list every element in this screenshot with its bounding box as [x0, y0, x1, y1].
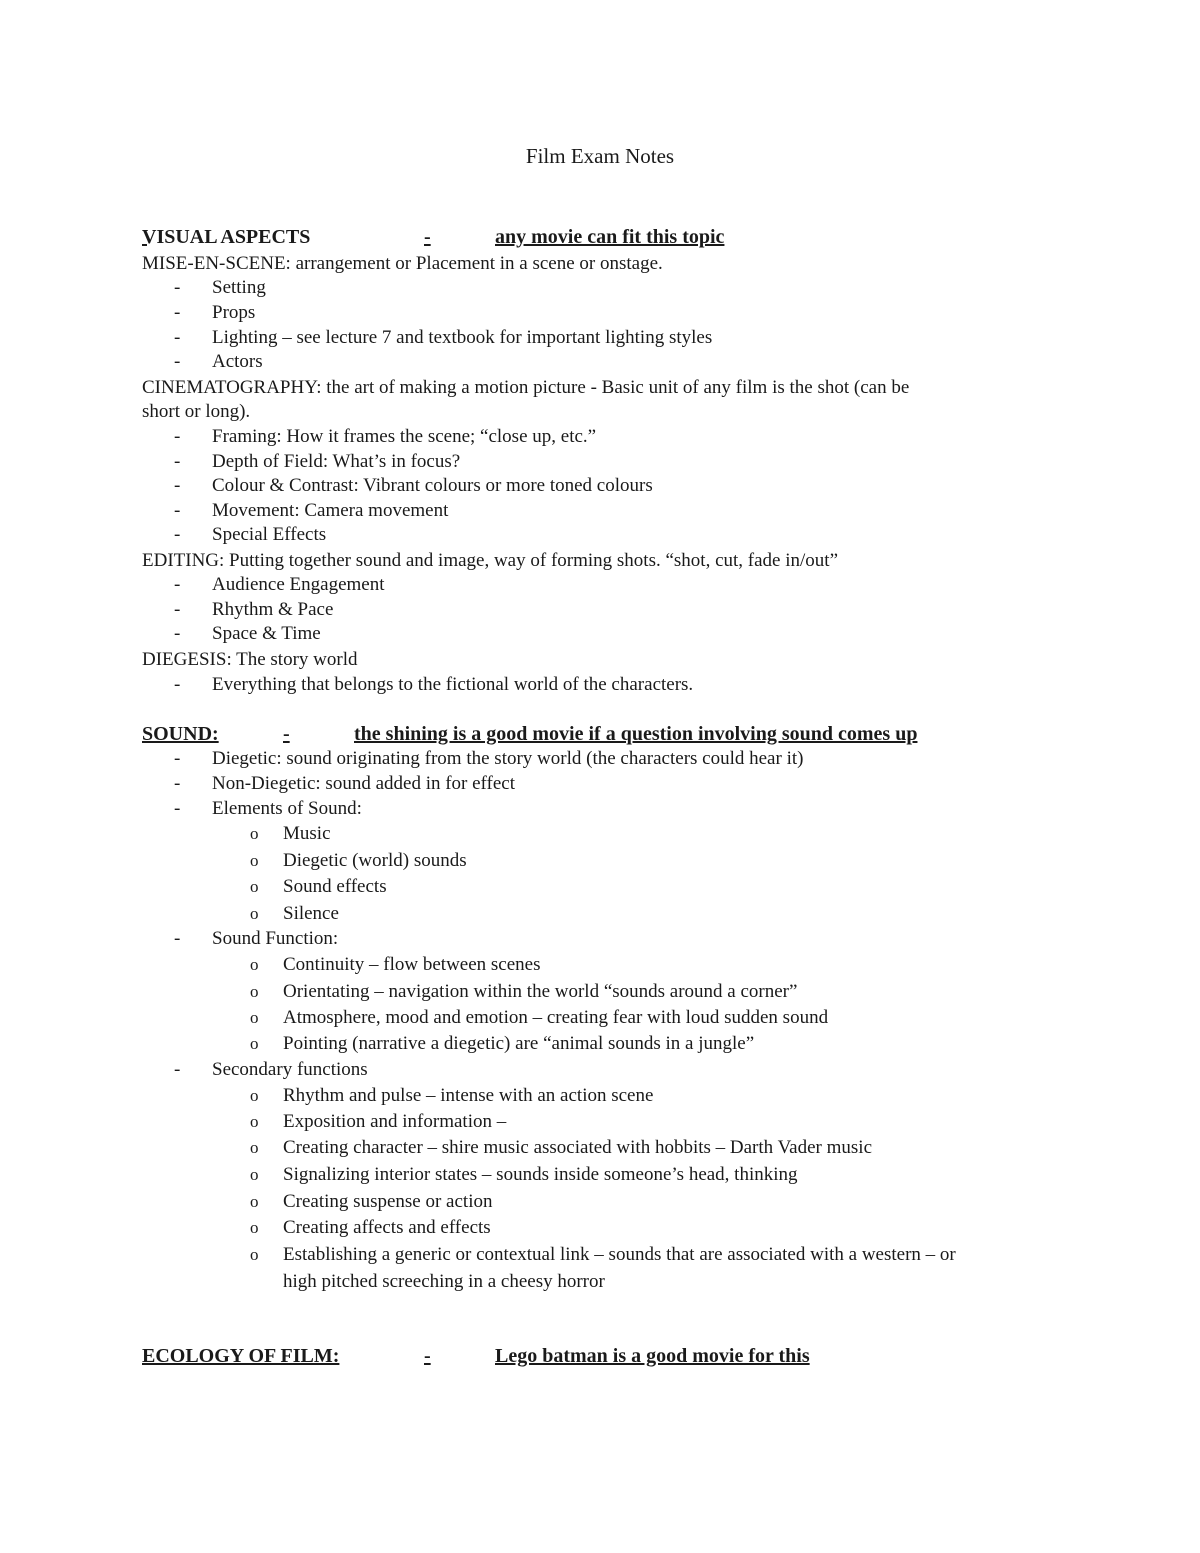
- mise-en-scene-line: MISE-EN-SCENE: arrangement or Placement in a scene or onstage.: [142, 253, 663, 274]
- circle-marker: o: [250, 904, 259, 923]
- dash-marker: -: [174, 451, 181, 472]
- cinematography-line-cont: short or long).: [142, 401, 251, 422]
- dash-marker: -: [174, 327, 181, 348]
- circle-marker: o: [250, 824, 259, 843]
- dash-marker: -: [174, 574, 181, 595]
- dash-marker: -: [174, 426, 181, 447]
- dash-marker: -: [174, 351, 181, 372]
- cinematography-line: CINEMATOGRAPHY: the art of making a motion picture - Basic unit of any film is the shot (can be: [142, 377, 910, 398]
- heading-dash: -: [283, 723, 290, 745]
- dash-marker: -: [174, 928, 181, 949]
- circle-marker: o: [250, 1034, 259, 1053]
- dash-marker: -: [174, 277, 181, 298]
- dash-marker: -: [174, 475, 181, 496]
- editing-line: EDITING: Putting together sound and image, way of forming shots. “shot, cut, fade in/out”: [142, 550, 839, 571]
- dash-marker: -: [174, 500, 181, 521]
- heading-note: any movie can fit this topic: [495, 226, 725, 248]
- circle-marker: o: [250, 1192, 259, 1211]
- circle-marker: o: [250, 877, 259, 896]
- list-item-cont: high pitched screeching in a cheesy horror: [283, 1271, 605, 1292]
- dash-marker: -: [174, 773, 181, 794]
- heading-dash: -: [424, 226, 431, 248]
- circle-marker: o: [250, 982, 259, 1001]
- diegesis-line: DIEGESIS: The story world: [142, 649, 358, 670]
- dash-marker: -: [174, 623, 181, 644]
- heading-note: the shining is a good movie if a question involving sound comes up: [354, 723, 918, 745]
- dash-marker: -: [174, 798, 181, 819]
- circle-marker: o: [250, 1138, 259, 1157]
- circle-marker: o: [250, 1112, 259, 1131]
- circle-marker: o: [250, 851, 259, 870]
- page-title: Film Exam Notes: [525, 144, 675, 168]
- circle-marker: o: [250, 1245, 259, 1264]
- dash-marker: -: [174, 748, 181, 769]
- circle-marker: o: [250, 1218, 259, 1237]
- circle-marker: o: [250, 955, 259, 974]
- dash-marker: -: [174, 674, 181, 695]
- dash-marker: -: [174, 1059, 181, 1080]
- circle-marker: o: [250, 1165, 259, 1184]
- section-heading-ecology: ECOLOGY OF FILM:: [142, 1345, 340, 1367]
- heading-label: VISUAL ASPECTS: [142, 226, 311, 248]
- section-heading-sound: SOUND:: [142, 723, 219, 745]
- heading-note: Lego batman is a good movie for this: [495, 1345, 810, 1367]
- dash-marker: -: [174, 302, 181, 323]
- dash-marker: -: [174, 524, 181, 545]
- dash-marker: -: [174, 599, 181, 620]
- circle-marker: o: [250, 1008, 259, 1027]
- heading-dash: -: [424, 1345, 431, 1367]
- circle-marker: o: [250, 1086, 259, 1105]
